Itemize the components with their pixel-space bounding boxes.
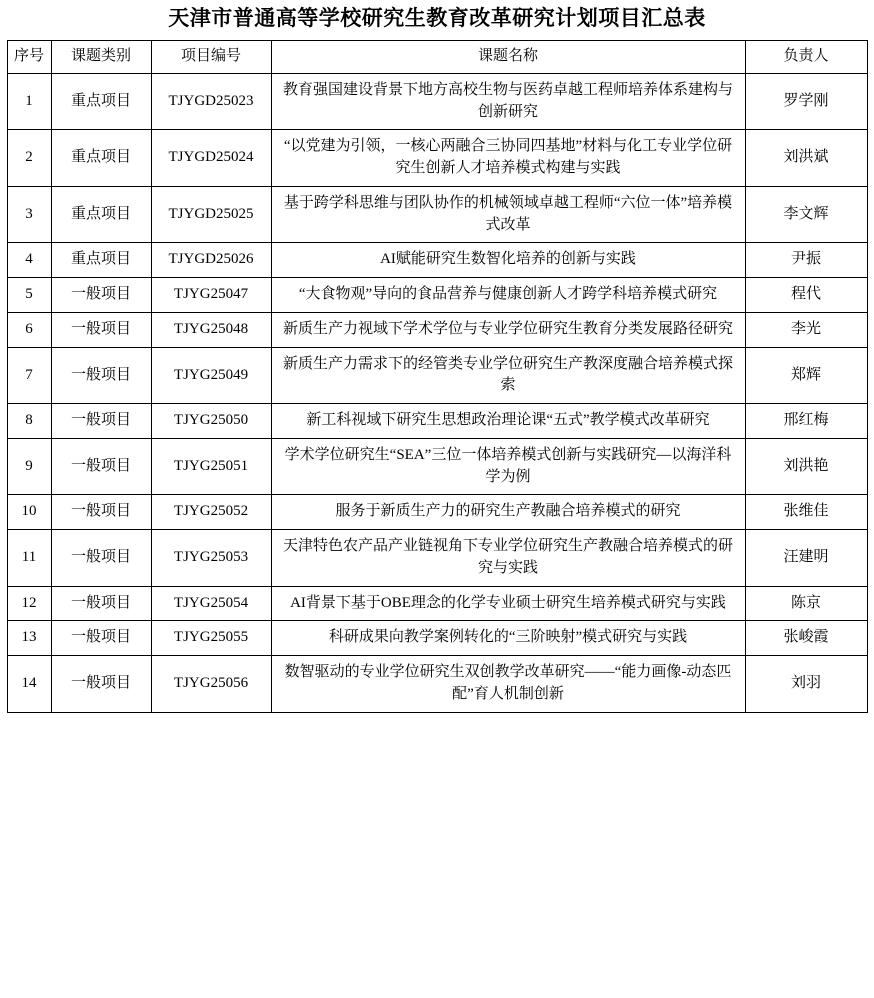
cell-project-name: 服务于新质生产力的研究生产教融合培养模式的研究: [271, 495, 745, 530]
cell-leader: 刘洪斌: [745, 130, 867, 187]
table-row: [7, 404, 867, 439]
cell-sequence: 10: [7, 495, 51, 530]
cell-project-name: 新质生产力需求下的经管类专业学位研究生产教深度融合培养模式探索: [271, 347, 745, 404]
cell-leader: 邢红梅: [745, 404, 867, 439]
cell-sequence: 5: [7, 278, 51, 313]
table-row: [7, 73, 867, 130]
cell-leader: 张维佳: [745, 495, 867, 530]
column-header-leader: 负责人: [745, 41, 867, 74]
table-row: [7, 656, 867, 713]
cell-project-name: 学术学位研究生“SEA”三位一体培养模式创新与实践研究—以海洋科学为例: [271, 438, 745, 495]
cell-category: 一般项目: [51, 312, 151, 347]
cell-leader: 刘羽: [745, 656, 867, 713]
page-title: 天津市普通高等学校研究生教育改革研究计划项目汇总表: [168, 6, 706, 30]
cell-project-name: 新工科视域下研究生思想政治理论课“五式”教学模式改革研究: [271, 404, 745, 439]
table-row: [7, 438, 867, 495]
column-header-name: 课题名称: [271, 41, 745, 74]
cell-project-name: 教育强国建设背景下地方高校生物与医药卓越工程师培养体系建构与创新研究: [271, 73, 745, 130]
cell-category: 一般项目: [51, 278, 151, 313]
cell-sequence: 12: [7, 586, 51, 621]
table-row: [7, 530, 867, 587]
cell-project-code: TJYG25056: [151, 656, 271, 713]
table-row: [7, 586, 867, 621]
cell-sequence: 4: [7, 243, 51, 278]
cell-category: 一般项目: [51, 438, 151, 495]
cell-sequence: 8: [7, 404, 51, 439]
cell-project-code: TJYG25055: [151, 621, 271, 656]
cell-project-name: 新质生产力视域下学术学位与专业学位研究生教育分类发展路径研究: [271, 312, 745, 347]
cell-project-code: TJYG25048: [151, 312, 271, 347]
cell-leader: 罗学刚: [745, 73, 867, 130]
cell-project-name: 数智驱动的专业学位研究生双创教学改革研究——“能力画像-动态匹配”育人机制创新: [271, 656, 745, 713]
cell-project-code: TJYG25052: [151, 495, 271, 530]
cell-leader: 郑辉: [745, 347, 867, 404]
cell-sequence: 2: [7, 130, 51, 187]
cell-category: 一般项目: [51, 495, 151, 530]
cell-sequence: 13: [7, 621, 51, 656]
cell-category: 一般项目: [51, 530, 151, 587]
cell-project-name: 天津特色农产品产业链视角下专业学位研究生产教融合培养模式的研究与实践: [271, 530, 745, 587]
cell-sequence: 11: [7, 530, 51, 587]
cell-sequence: 7: [7, 347, 51, 404]
table-body: [7, 73, 867, 712]
cell-project-code: TJYG25050: [151, 404, 271, 439]
cell-leader: 程代: [745, 278, 867, 313]
cell-project-name: 科研成果向教学案例转化的“三阶映射”模式研究与实践: [271, 621, 745, 656]
cell-category: 一般项目: [51, 347, 151, 404]
cell-sequence: 14: [7, 656, 51, 713]
cell-project-code: TJYG25053: [151, 530, 271, 587]
cell-project-name: 基于跨学科思维与团队协作的机械领域卓越工程师“六位一体”培养模式改革: [271, 186, 745, 243]
cell-category: 一般项目: [51, 621, 151, 656]
table-row: [7, 621, 867, 656]
table-row: [7, 347, 867, 404]
cell-leader: 李光: [745, 312, 867, 347]
column-header-seq: 序号: [7, 41, 51, 74]
table-row: [7, 130, 867, 187]
cell-sequence: 6: [7, 312, 51, 347]
cell-project-name: “大食物观”导向的食品营养与健康创新人才跨学科培养模式研究: [271, 278, 745, 313]
cell-project-code: TJYGD25024: [151, 130, 271, 187]
table-row: [7, 186, 867, 243]
cell-leader: 尹振: [745, 243, 867, 278]
cell-project-code: TJYG25051: [151, 438, 271, 495]
cell-leader: 李文辉: [745, 186, 867, 243]
table-row: [7, 312, 867, 347]
column-header-code: 项目编号: [151, 41, 271, 74]
cell-project-code: TJYGD25023: [151, 73, 271, 130]
cell-sequence: 9: [7, 438, 51, 495]
cell-category: 重点项目: [51, 73, 151, 130]
table-header: [7, 41, 867, 74]
cell-leader: 陈京: [745, 586, 867, 621]
cell-leader: 汪建明: [745, 530, 867, 587]
table-row: [7, 243, 867, 278]
cell-category: 一般项目: [51, 656, 151, 713]
table-row: [7, 495, 867, 530]
cell-sequence: 3: [7, 186, 51, 243]
cell-category: 一般项目: [51, 586, 151, 621]
cell-project-code: TJYG25054: [151, 586, 271, 621]
cell-project-code: TJYGD25025: [151, 186, 271, 243]
cell-project-code: TJYG25047: [151, 278, 271, 313]
table-header-row: [7, 41, 867, 74]
cell-project-name: “以党建为引领，一核心两融合三协同四基地”材料与化工专业学位研究生创新人才培养模式构建与实践: [271, 130, 745, 187]
cell-project-name: AI背景下基于OBE理念的化学专业硕士研究生培养模式研究与实践: [271, 586, 745, 621]
cell-category: 重点项目: [51, 130, 151, 187]
cell-sequence: 1: [7, 73, 51, 130]
project-summary-table: [7, 40, 868, 713]
cell-project-code: TJYG25049: [151, 347, 271, 404]
cell-leader: 刘洪艳: [745, 438, 867, 495]
table-row: [7, 278, 867, 313]
cell-category: 一般项目: [51, 404, 151, 439]
cell-leader: 张峻霞: [745, 621, 867, 656]
column-header-category: 课题类别: [51, 41, 151, 74]
cell-project-name: AI赋能研究生数智化培养的创新与实践: [271, 243, 745, 278]
cell-category: 重点项目: [51, 186, 151, 243]
cell-project-code: TJYGD25026: [151, 243, 271, 278]
cell-category: 重点项目: [51, 243, 151, 278]
